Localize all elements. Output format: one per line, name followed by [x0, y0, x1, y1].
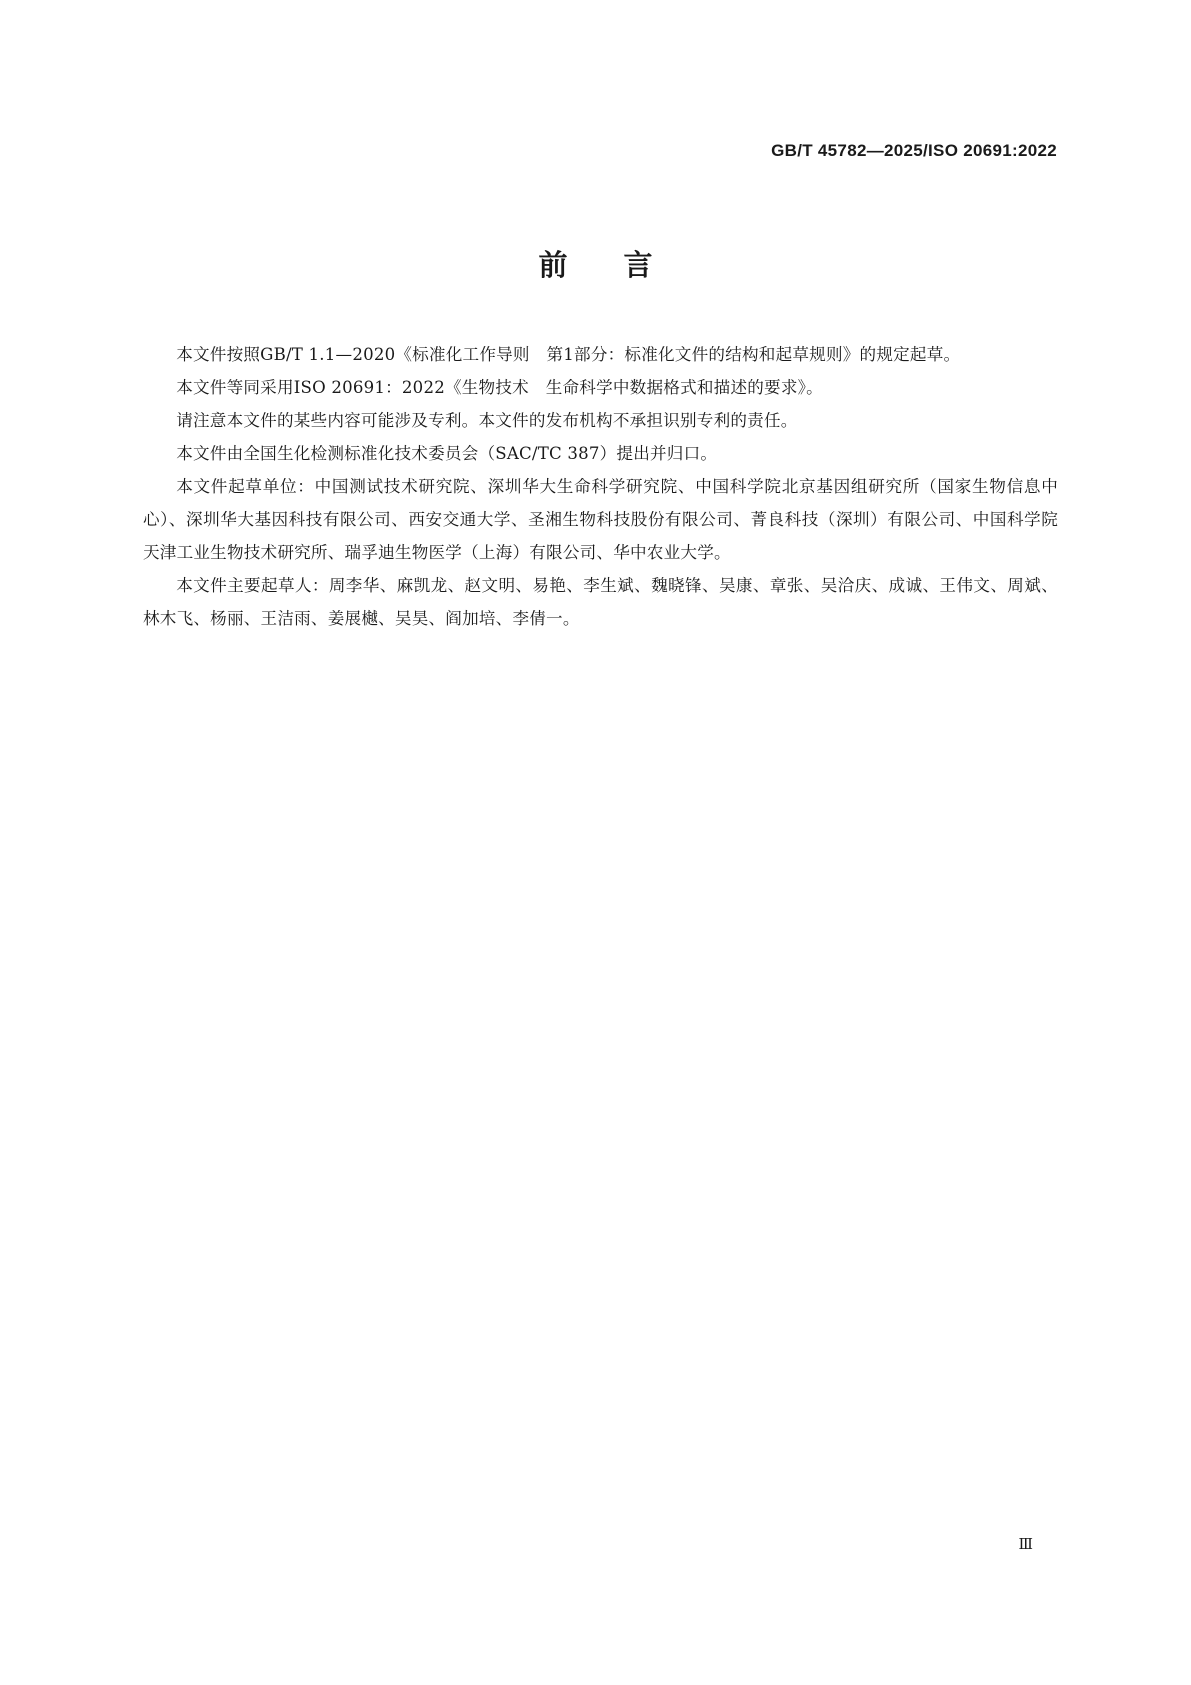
paragraph-iso-adoption: 本文件等同采用ISO 20691：2022《生物技术 生命科学中数据格式和描述的要求》。 — [176, 378, 823, 397]
standard-number-header: GB/T 45782—2025/ISO 20691:2022 — [771, 141, 1057, 160]
page-title: 前言 — [538, 248, 709, 282]
page-number: Ⅲ — [1018, 1535, 1033, 1553]
preface-body — [143, 338, 1058, 635]
paragraph-committee: 本文件由全国生化检测标准化技术委员会（SAC/TC 387）提出并归口。 — [176, 444, 718, 463]
paragraph-drafting-rules: 本文件按照GB/T 1.1—2020《标准化工作导则 第1部分：标准化文件的结构和起草规则》的规定起草。 — [176, 345, 961, 364]
paragraph-drafting-units: 本文件起草单位：中国测试技术研究院、深圳华大生命科学研究院、中国科学院北京基因组研究所（国家生物信息中心）、深圳华大基因科技有限公司、西安交通大学、圣湘生物科技股份有限公司、菁良科技（深圳）有限公司、中国科学院天津工业生物技术研究所、瑞孚迪生物医学（上海）有限公司、华中农业大学。 — [143, 477, 1058, 562]
paragraph-patent-notice: 请注意本文件的某些内容可能涉及专利。本文件的发布机构不承担识别专利的责任。 — [176, 411, 798, 430]
paragraph-drafters: 本文件主要起草人：周李华、麻凯龙、赵文明、易艳、李生斌、魏晓锋、吴康、章张、吴洽庆、成诚、王伟文、周斌、林木飞、杨丽、王洁雨、姜展樾、吴昊、阎加培、李倩一。 — [143, 576, 1058, 628]
